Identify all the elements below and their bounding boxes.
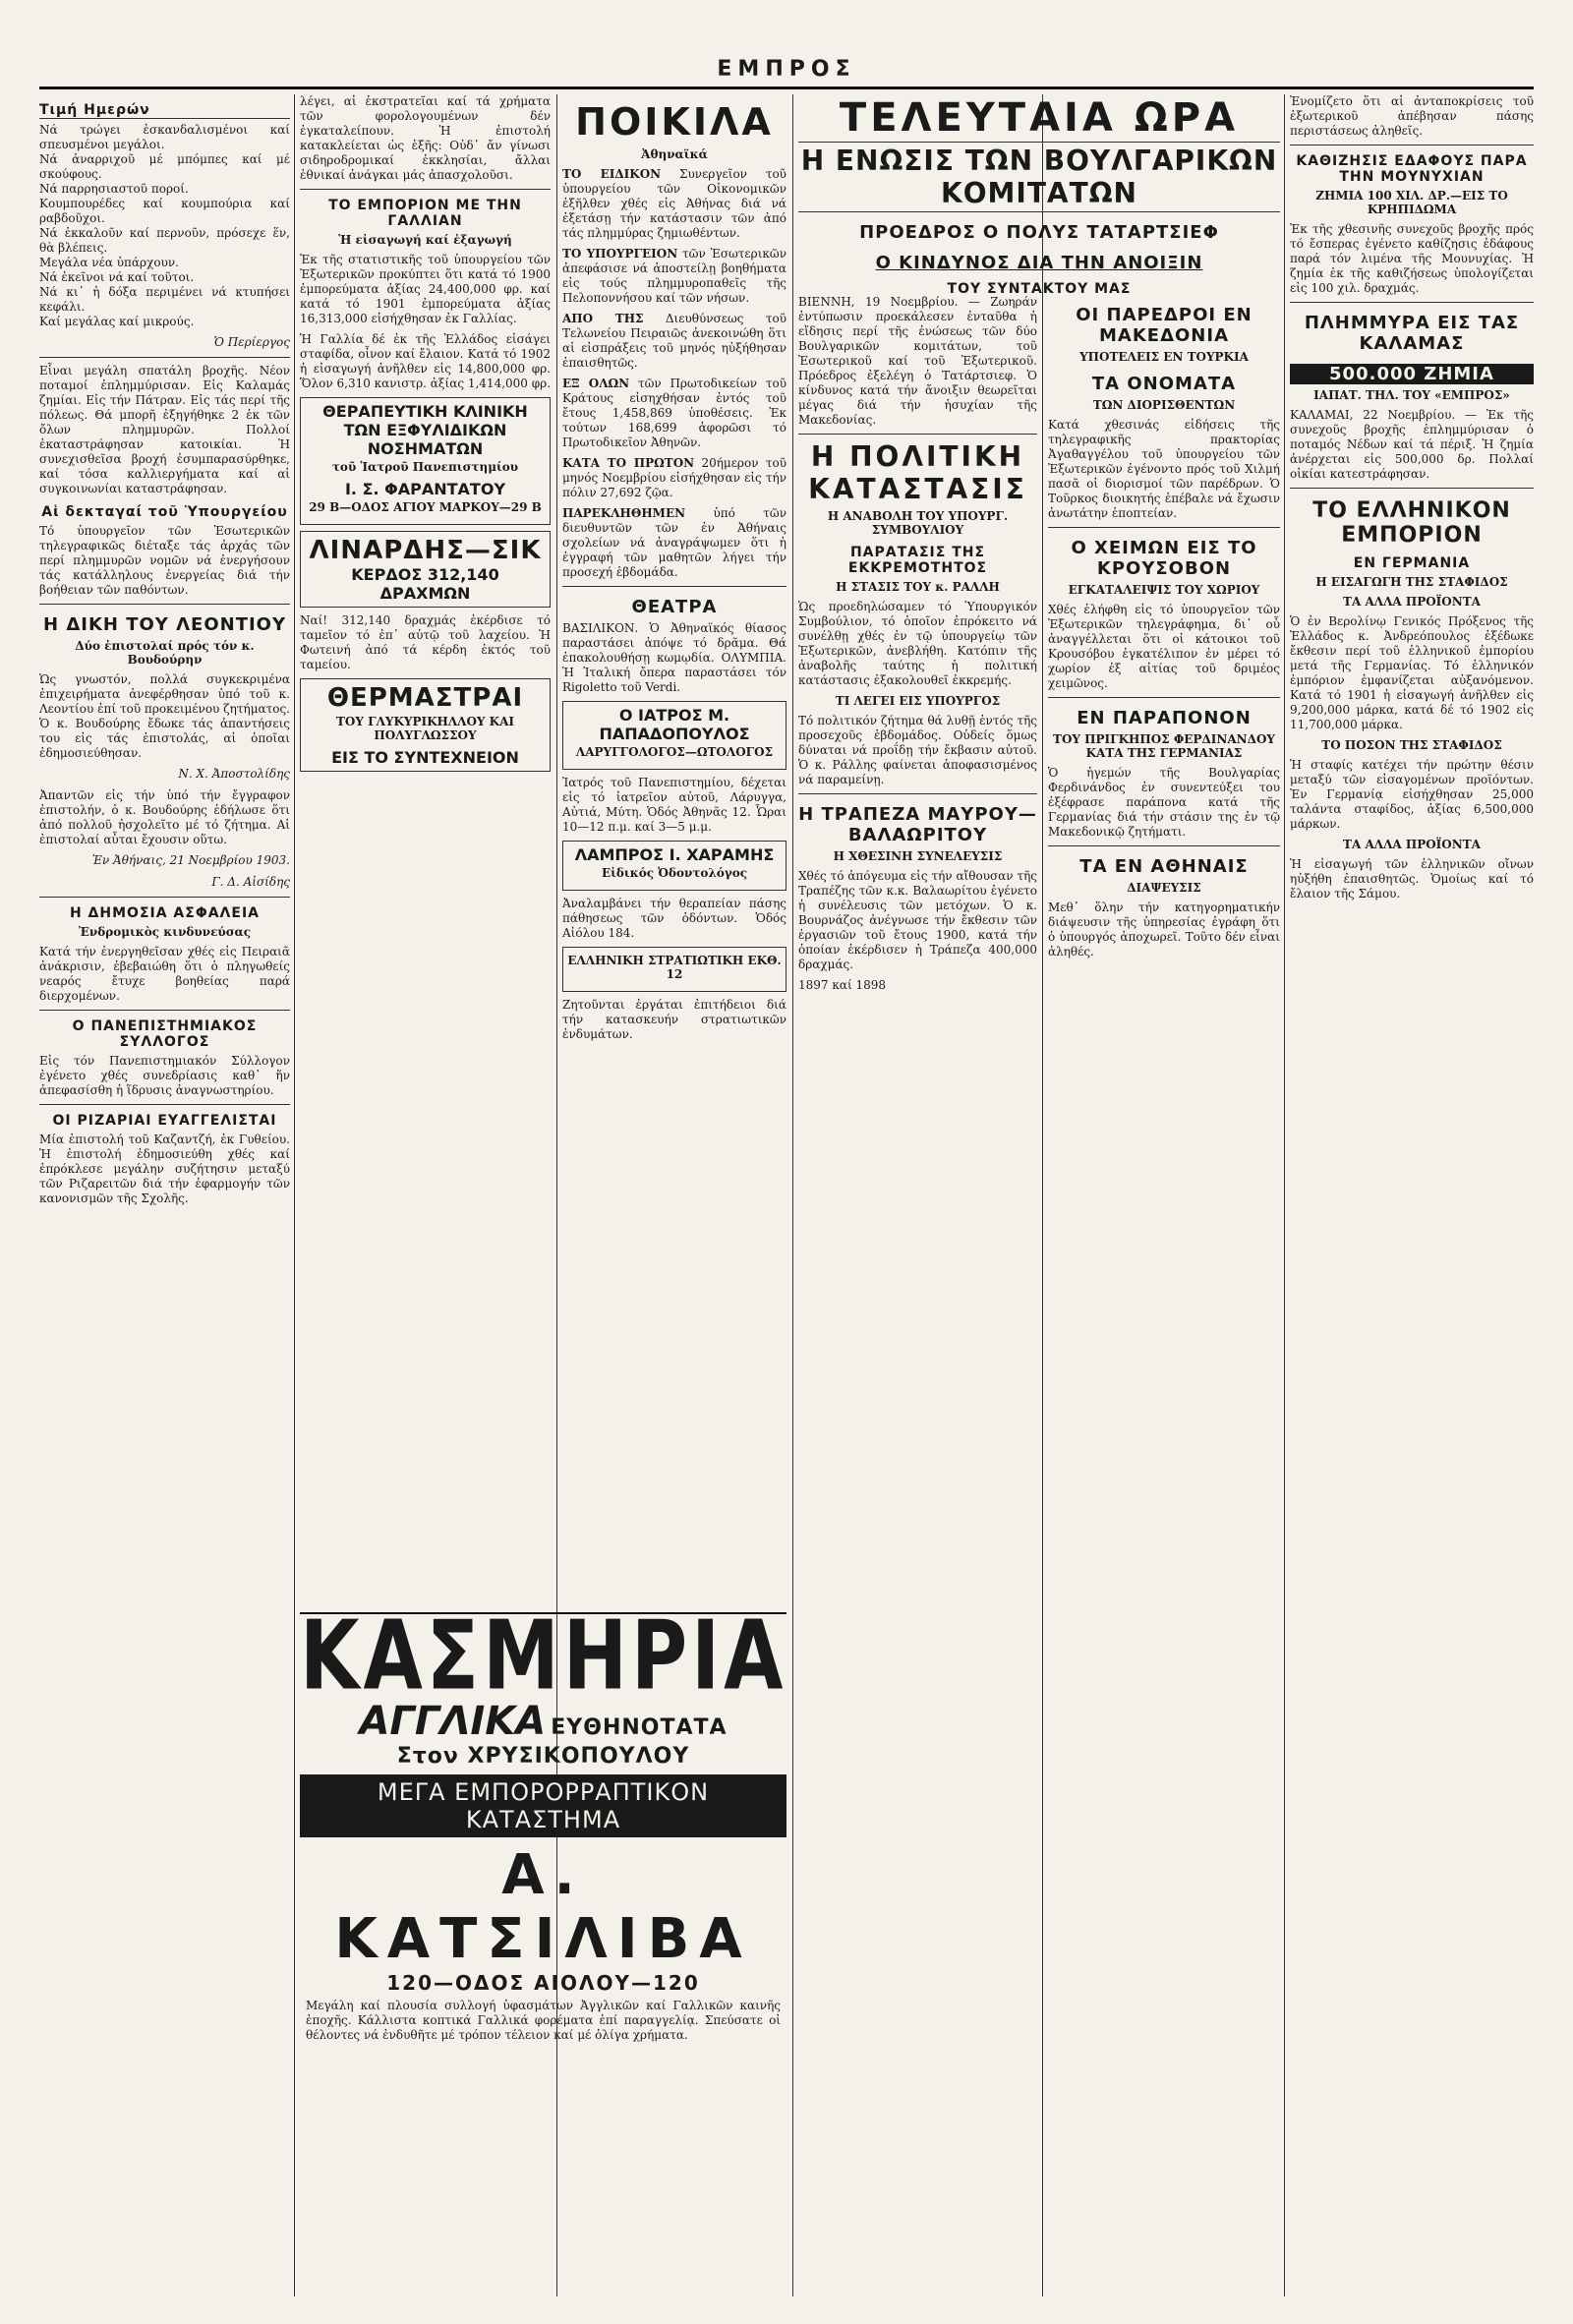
ad-line: Ι. Σ. ΦΑΡΑΝΤΑΤΟΥ [344,480,506,498]
article-body: ΒΙΕΝΝΗ, 19 Νοεμβρίου. — Ζωηράν ἐντύπωσιν προεκάλεσεν ἐνταῦθα ἡ εἴδησις περί τῆς ἐνώσεως τῶν δύο Βουλγαρικῶν κομιτάτων, τοῦ Ἐσωτερικοῦ καί τοῦ Ἐξωτερικοῦ. Πρόεδρος ἐξελέγη ὁ Τατάρτσιεφ. Ὁ κίνδυνος κατά τήν ἄνοιξιν θεωρεῖται μέγας διά τήν ἡσυχίαν τῆς Μακεδονίας. [798,295,1037,427]
column-rule [792,94,793,2296]
article-subheading: Ἐνδρομικὸς κινδυνεύσας [78,925,252,939]
news-lead: ΠΑΡΕΚΛΗΘΗΜΕΝ [562,506,686,520]
article-subheading: Η ΕΙΣΑΓΩΓΗ ΤΗΣ ΣΤΑΦΙΔΟΣ [1315,575,1508,589]
divider [39,604,290,605]
news-text: τῶν Πρωτοδικείων τοῦ Κράτους εἰσηχθήσαν ἐντός τοῦ ἔτους 1,458,869 ὑποθέσεις. Ἐκ τούτων 168,699 ἀφορῶσι τό Πρωτοδικεῖον Ἀθηνῶν. [562,377,786,449]
signature: Γ. Δ. Αἰσίδης [211,875,290,889]
article-body: Μεθ᾽ ὅλην τήν κατηγορηματικήν διάψευσιν τῆς ὑπηρεσίας ἐγράφη ὅτι ὁ ὑπουργός ἀποχωρεῖ. Τοῦτο δέν εἶναι ἀληθές. [1048,901,1280,959]
article-subheading: ΤΟΥ ΠΡΙΓΚΗΠΟΣ ΦΕΡΔΙΝΑΝΔΟΥ ΚΑΤΑ ΤΗΣ ΓΕΡΜΑΝΙΑΣ [1053,732,1275,760]
article-heading: Ο ΠΑΝΕΠΙΣΤΗΜΙΑΚΟΣ ΣΥΛΛΟΓΟΣ [72,1018,258,1050]
intro-line: Νά ἐκκαλοῦν καί περνοῦν, πρόσεχε ἕν, θὰ βλέπεις. [39,226,290,255]
section-heading-theatra: ΘΕΑΤΡΑ [631,597,718,617]
divider [39,1010,290,1011]
article-body: Χθές τό ἀπόγευμα εἰς τήν αἴθουσαν τῆς Τραπέζης τῶν κ.κ. Βαλαωρίτου ἐγένετο ἡ συνέλευσις τῶν μετόχων. Ὁ κ. Βουρνάζος ἀνέγνωσε τήν ἔκθεσιν τῶν ἐργασιῶν τοῦ ἔτους 1900, κατά τήν ὁποίαν ἐκέρδισεν ἡ Τράπεζα 400,000 δραχμάς. [798,869,1037,971]
article-subheading: Η ΧΘΕΣΙΝΗ ΣΥΝΕΛΕΥΣΙΣ [833,849,1003,863]
article-subheading: ΤΙ ΛΕΓΕΙ ΕΙΣ ΥΠΟΥΡΓΟΣ [835,694,1001,708]
news-lead: ΑΠΟ ΤΗΣ [562,312,644,325]
article-subheading: 500.000 ΖΗΜΙΑ [1290,364,1534,384]
news-item [562,377,786,450]
section-subheading: Ἀθηναϊκά [641,147,708,161]
divider [39,1104,290,1105]
article-body: Ἐνομίζετο ὅτι αἱ ἀνταποκρίσεις τοῦ ἐξωτερικοῦ ἀπέβησαν πάσης περιστάσεως ἀληθεῖς. [1290,94,1534,138]
news-text: 20ήμερον τοῦ μηνός Νοεμβρίου εἰσήχθησαν εἰς τήν πόλιν 27,692 ζῷα. [562,456,786,499]
lead-kicker: ΤΕΛΕΥΤΑΙΑ ΩΡΑ [839,95,1240,141]
article-heading: ΤΟ ΕΜΠΟΡΙΟΝ ΜΕ ΤΗΝ ΓΑΛΛΙΑΝ [328,198,522,229]
article-body: Εἰς τόν Πανεπιστημιακόν Σύλλογον ἐγένετο χθές συνεδρίασις καθ᾽ ἥν ἀπεφασίσθη ἡ ἵδρυσις ἀναγνωστηρίου. [39,1054,290,1097]
article-body: Ζητοῦνται ἐργάται ἐπιτήδειοι διά τήν κατασκευήν στρατιωτικῶν ἐνδυμάτων. [562,998,786,1041]
article-subheading: ΤΟ ΠΟΣΟΝ ΤΗΣ ΣΤΑΦΙΔΟΣ [1321,738,1502,752]
lead-byline: ΤΟΥ ΣΥΝΤΑΚΤΟΥ ΜΑΣ [947,281,1132,297]
ad-line: ΘΕΡΜΑΣΤΡΑΙ [326,683,524,713]
article-heading: ΟΙ ΡΙΖΑΡΙΑΙ ΕΥΑΓΓΕΛΙΣΤΑΙ [52,1113,277,1129]
ad-line: ΚΕΡΔΟΣ 312,140 ΔΡΑΧΜΩΝ [351,565,499,603]
article-body: Κατά χθεσινάς εἰδήσεις τῆς τηλεγραφικῆς πρακτορίας Ἀγαθαγγέλου τοῦ ὑπουργείου τῶν Ἐξωτερικῶν ἐγένοντο πρός τοῦ Χιλμή πασᾶ οἱ διορισμοί τῶν παρέδρων. Ὁ Τοῦρκος διοικητής ἐπέβαλε νά ἔχωσιν ἀνωτάτην ἐποπτείαν. [1048,418,1280,520]
section-title: Τιμή Ημερών [39,102,290,119]
article-heading: Ο ΧΕΙΜΩΝ ΕΙΣ ΤΟ ΚΡΟΥΣΟΒΟΝ [1071,538,1257,579]
intro-line: Μεγάλα νέα ὑπάρχουν. [39,256,179,269]
news-text: Διευθύνσεως τοῦ Τελωνείου Πειραιῶς ἀνεκοινώθη ὅτι αἱ εἰσπράξεις τοῦ μηνός ηὐξήθησαν ἐπαισθητῶς. [562,312,786,370]
divider [39,897,290,898]
article-body: Ἡ εἰσαγωγή τῶν ἑλληνικῶν οἴνων ηὐξήθη ἐπαισθητῶς. Ὁμοίως καί τό ἔλαιον τῆς Σάμου. [1290,857,1534,901]
article-body: Κατά τήν ἐνεργηθεῖσαν χθές εἰς Πειραιᾶ ἀνάκρισιν, ἐβεβαιώθη ὅτι ὁ πληγωθείς νεαρός ἔτυχε βοηθείας παρά διερχομένων. [39,945,290,1003]
divider [1290,302,1534,303]
advertisement-heaters [300,678,551,772]
column-1 [39,94,290,2296]
advertisement-military [562,947,786,992]
news-lead: ΤΟ ΥΠΟΥΡΓΕΙΟΝ [562,247,678,261]
ad-line: ΤΩΝ ΕΞΦΥΛΙΔΙΚΩΝ ΝΟΣΗΜΑΤΩΝ [343,421,507,458]
divider [39,357,290,358]
news-item [562,247,786,306]
article-body: 1897 καί 1898 [798,978,887,992]
ad-line: Στον ΧΡΥΣΙΚΟΠΟΥΛΟΥ [396,1744,690,1769]
article-subheading: ΤΑ ΟΝΟΜΑΤΑ [1091,374,1237,394]
news-item [562,506,786,580]
intro-line: Κουμπουρέδες καί κουμπούρια καί ραβδοῦχοι. [39,197,290,225]
article-subheading: ΤΩΝ ΔΙΟΡΙΣΘΕΝΤΩΝ [1092,398,1236,412]
masthead [39,57,1534,89]
article-body: Ἀναλαμβάνει τήν θεραπείαν πάσης πάθησεως τῶν ὀδόντων. Ὁδός Αἰόλου 184. [562,897,786,940]
lead-subheadline: Ο ΚΙΝΔΥΝΟΣ ΔΙΑ ΤΗΝ ΑΝΟΙΞΙΝ [875,253,1203,273]
article-body: λέγει, αἱ ἐκστρατεῖαι καί τά χρήματα τῶν φορολογουμένων δέν ἐγκαταλείπουν. Ἡ ἐπιστολή κατακλείεται ὡς ἑξῆς: Οὐδ᾽ ἄν γίνωσι σιδηροδρομικαί ἐκκλησίαι, ἄλλαι ἐθνικαί ἀνάγκαι μάς ἀπασχολοῦσι. [300,94,551,182]
column-6 [1290,94,1534,2296]
ad-word: ΑΓΓΛΙΚΑ [359,1699,547,1744]
article-subheading: Η ΣΤΑΣΙΣ ΤΟΥ κ. ΡΑΛΛΗ [836,580,1000,594]
article-body: ΒΑΣΙΛΙΚΟΝ. Ὁ Ἀθηναϊκός θίασος παραστάσει ἀπόψε τό δρᾶμα. Θά ἐπακολουθήσῃ κωμῳδία. ΟΛΥΜΠΙΑ. Ἡ Ἰταλική ὄπερα παραστάσει τόν Rigoletto τοῦ Verdi. [562,621,786,694]
article-subheading: ΔΙΑΨΕΥΣΙΣ [1127,881,1201,895]
ad-line: ΘΕΡΑΠΕΥΤΙΚΗ ΚΛΙΝΙΚΗ [322,402,528,421]
article-heading: ΠΛΗΜΜΥΡΑ ΕΙΣ ΤΑΣ ΚΑΛΑΜΑΣ [1304,313,1520,354]
divider [1048,527,1280,528]
ad-line: ΕΛΛΗΝΙΚΗ ΣΤΡΑΤΙΩΤΙΚΗ ΕΚΘ. 12 [567,954,782,981]
article-subheading: ΕΝ ΓΕΡΜΑΝΙΑ [1353,555,1471,571]
ad-line: ΤΟΥ ΓΛΥΚΥΡΙΚΗΛΛΟΥ ΚΑΙ ΠΟΛΥΓΛΩΣΣΟΥ [335,715,515,742]
article-body: Ναί! 312,140 δραχμάς ἐκέρδισε τό ταμεῖον τό ἐπ᾽ αὐτῷ τοῦ λαχείου. Ἡ Φωτεινή ἀπό τά κέρδη ἐκτός τοῦ ταμείου. [300,613,551,671]
ad-line: ΛΑΡΥΓΓΟΛΟΓΟΣ—ΩΤΟΛΟΓΟΣ [575,745,774,759]
article-body: Ἡ σταφίς κατέχει τήν πρώτην θέσιν μεταξύ τῶν εἰσαγομένων προϊόντων. Ἐν Γερμανίᾳ εἰσήχθησαν 25,000 ταλάντα σταφίδος, ἀξίας 6,500,000 μάρκων. [1290,758,1534,831]
article-subheading: ΙΑΠΑΤ. ΤΗΛ. ΤΟΥ «ΕΜΠΡΟΣ» [1313,388,1510,402]
advertisement-lottery [300,531,551,608]
advertisement-kasmiria [300,1600,787,2047]
article-body: Ἰατρός τοῦ Πανεπιστημίου, δέχεται εἰς τό ἰατρεῖον αὐτοῦ, Λάρυγγα, Αὐτιά, Μύτη. Ὁδός Ἀθηνᾶς 12. Ὧραι 10—12 π.μ. καί 3—5 μ.μ. [562,776,786,834]
article-body: Μία ἐπιστολή τοῦ Καζαντζή, ἐκ Γυθείου. Ἡ ἐπιστολή ἐδημοσιεύθη χθές καί ἐπρόκλεσε μεγάλην συζήτησιν μεταξύ τῶν Ριζαρειτῶν διά τήν ἐφαρμογήν τῶν κανονισμῶν τῆς Σχολῆς. [39,1133,290,1205]
article-body: ΚΑΛΑΜΑΙ, 22 Νοεμβρίου. — Ἐκ τῆς συνεχοῦς βροχῆς ἐπλημμύρισαν ὁ ποταμός Νέδων καί τά πέριξ. Ἡ ζημία ἀνέρχεται εἰς 500,000 δρ. Πολλαί οἰκίαι κατεστράφησαν. [1290,408,1534,481]
column-5 [1048,295,1280,2296]
article-heading: ΚΑΘΙΖΗΣΙΣ ΕΔΑΦΟΥΣ ΠΑΡΑ ΤΗΝ ΜΟΥΝΥΧΙΑΝ [1296,153,1528,185]
article-heading: Η ΠΟΛΙΤΙΚΗ ΚΑΤΑΣΤΑΣΙΣ [808,440,1027,505]
signature: Ὁ Περίεργος [213,335,290,349]
signature: Ν. Χ. Ἀποστολίδης [178,767,290,781]
intro-line: Νά τρώγει ἐσκανδαλισμένοι καί σπευσμένοι μεγάλοι. [39,123,290,151]
news-lead: ΚΑΤΑ ΤΟ ΠΡΩΤΟΝ [562,456,695,470]
article-heading: ΕΝ ΠΑΡΑΠΟΝΟΝ [1077,708,1252,728]
lead-story-header [798,94,1280,301]
intro-list [39,123,290,329]
ad-line: ΕΙΣ ΤΟ ΣΥΝΤΕΧΝΕΙΟΝ [331,748,519,767]
column-rule [1042,94,1043,2296]
divider [798,434,1037,435]
ad-line: ΛΑΜΠΡΟΣ Ι. ΧΑΡΑΜΗΣ [574,845,775,864]
divider [562,586,786,587]
divider [798,793,1037,794]
intro-line: Νά ἐκεῖνοι νά καί τοῦτοι. [39,270,195,284]
article-subheading: ΤΑ ΑΛΛΑ ΠΡΟΪΟΝΤΑ [1343,595,1481,609]
ad-word: ΕΥΘΗΝΟΤΑΤΑ [551,1715,728,1740]
divider [1048,845,1280,846]
section-heading-poikila: ΠΟΙΚΙΛΑ [575,100,774,144]
ad-headline: ΚΑΣΜΗΡΙΑ [300,1600,787,1713]
advertisement-doctor [562,701,786,770]
dateline: Ἐν Ἀθήναις, 21 Νοεμβρίου 1903. [91,853,290,867]
article-heading: Η ΔΙΚΗ ΤΟΥ ΛΕΟΝΤΙΟΥ [42,614,287,635]
article-body: Ἀπαντῶν εἰς τήν ὑπό τήν ἔγγραφον ἐπιστολήν, ὁ κ. Βουδούρης ἐδήλωσε ὅτι ἀπό πολλοῦ ἠσχολεῖτο μέ τό ζήτημα. Αἱ ἐπιστολαί αὗται ἔχουσιν οὕτω. [39,788,290,846]
news-lead: ΤΟ ΕΙΔΙΚΟΝ [562,167,662,181]
article-heading: Αἱ δεκταγαί τοῦ Ὑπουργείου [41,504,288,520]
advertisement-clinic [300,397,551,525]
ad-line: Ο ΙΑΤΡΟΣ Μ. ΠΑΠΑΔΟΠΟΥΛΟΣ [599,706,750,743]
article-subheading: ΠΑΡΑΤΑΣΙΣ ΤΗΣ ΕΚΚΡΕΜΟΤΗΤΟΣ [847,545,988,576]
article-body: Εἶναι μεγάλη σπατάλη βροχῆς. Νέον ποταμοί ἐπλημμύρισαν. Εἰς Καλαμάς ζημίαι. Εἰς τήν Πάτραν. Εἰς τάς περί τῆς πόλεως. Θά μπορῆ ἐξηγήθηκε 2 ἐκ τῶν ὄλων πλημμυρῶν. Πολλοί ἐκαταστράφησαν κατοικίαι. Ἡ συνεχισθεῖσα βροχή ἐσυμπαρασύρθηκε, καί τόσα καλλιεργήματα καί αἱ συγκοινωνίαι καταστράφησαν. [39,364,290,495]
ad-line: Εἰδικός Ὀδοντολόγος [601,866,748,880]
article-heading: Η ΔΗΜΟΣΙΑ ΑΣΦΑΛΕΙΑ [69,905,261,921]
article-body: Ὁ ἡγεμών τῆς Βουλγαρίας Φερδινάνδος ἐν συνεντεύξει του ἐξέφρασε παράπονα κατά τῆς Γερμανίας διά τήν στάσιν της ἐν τῷ Μακεδονικῷ ζητήματι. [1048,766,1280,839]
ad-body: Μεγάλη καί πλουσία συλλογή ὑφασμάτων Ἀγγλικῶν καί Γαλλικῶν καινῆς ἐποχῆς. Κάλλιστα κοπτικά Γαλλικά φορέματα ἐπί παραγγελίᾳ. Σπεύσατε οἱ θέλοντες νά ἐνδυθῆτε μέ τρόπον τέλειον καί μέ ὀλίγα χρήματα. [306,1999,781,2042]
intro-line: Νά παρρησιαστοῦ ποροί. [39,182,189,196]
article-body: Ὡς γνωστόν, πολλά συγκεκριμένα ἐπιχειρήματα ἀνεφέρθησαν ὑπό τοῦ κ. Λεοντίου ἐπί τοῦ προκειμένου ζητήματος. Ὁ κ. Βουδούρης ἔδωκε τάς ἀπαντήσεις του εἰς τάς ἐπιστολάς, αἱ ὁποῖαι ἐδημοσιεύθησαν. [39,672,290,760]
lead-subheadline: ΠΡΟΕΔΡΟΣ Ο ΠΟΛΥΣ ΤΑΤΑΡΤΣΙΕΦ [859,222,1219,243]
newspaper-title: ΕΜΠΡΟΣ [717,57,856,82]
intro-line: Νά ἀναρριχοῦ μέ μπόμπες καί μέ σκούφους. [39,152,290,181]
article-body: Τό πολιτικόν ζήτημα θά λυθῇ ἐντός τῆς προσεχοῦς ἑβδομάδος. Οὐδείς ὅμως δύναται νά προΐδῃ τήν ἔκβασιν αὐτοῦ. Ὁ κ. Ράλλης φαίνεται ἀποφασισμένος νά παραμείνῃ. [798,714,1037,786]
ad-address: 120—ΟΔΟΣ ΑΙΟΛΟΥ—120 [386,1971,700,1995]
ad-name: Α. ΚΑΤΣΙΛΙΒΑ [334,1843,752,1971]
article-body: Ὁ ἐν Βερολίνῳ Γενικός Πρόξενος τῆς Ἑλλάδος κ. Ἀνδρεόπουλος ἐξέδωκε ἔκθεσιν περί τοῦ ἑλληνικοῦ ἐμπορίου μετά τῆς Γερμανίας. Τό ἑλληνικόν ἐμπόριον ἐμφανίζεται αὐξανόμενον. Κατά τό 1901 ἡ εἰσαγωγή ἀνῆλθεν εἰς 9,200,000 μάρκα, κατά δέ τό 1902 εἰς 11,700,000 μάρκα. [1290,614,1534,731]
article-heading: ΟΙ ΠΑΡΕΔΡΟΙ ΕΝ ΜΑΚΕΔΟΝΙΑ [1076,305,1253,346]
column-4 [798,295,1037,2296]
article-heading: Η ΤΡΑΠΕΖΑ ΜΑΥΡΟΥ—ΒΑΛΑΩΡΙΤΟΥ [798,804,1037,845]
article-body: Ἐκ τῆς χθεσινῆς συνεχοῦς βροχῆς πρός τό ἔσπερας ἐγένετο καθίζησις ἐδάφους παρά τόν λιμένα τῆς Μουνυχίας. Ἡ ζημία ἐκ τῆς καθιζήσεως ὑπολογίζεται εἰς 100 χιλ. δραχμάς. [1290,222,1534,295]
news-text: Συνεργεῖον τοῦ ὑπουργείου τῶν Οἰκονομικῶν ἐξῆλθεν χθές εἰς Ἀθήνας διά νά ἐξετάσῃ τήν κατάστασιν τῶν ἀπό τάς πλημμύρας ζημιωθέντων. [562,167,786,240]
article-heading: ΤΑ ΕΝ ΑΘΗΝΑΙΣ [1079,856,1249,877]
news-text: ὑπό τῶν διευθυντῶν τῶν ἐν Ἀθήναις σχολείων νά ἀναγράψωμεν ὅτι ἡ ἐγγραφή τῶν μαθητῶν λήγει τήν προσεχή ἑβδομάδα. [562,506,786,579]
news-text: τῶν Ἐσωτερικῶν ἀπεφάσισε νά ἀποστείλῃ βοηθήματα εἰς τούς πλημμυροπαθεῖς τῆς Πελοποννήσου καί τῶν νήσων. [562,247,786,305]
news-item [562,312,786,371]
article-subheading: Ἡ εἰσαγωγή καί ἐξαγωγή [338,233,512,247]
article-body: Ἡ Γαλλία δέ ἐκ τῆς Ἑλλάδος εἰσάγει σταφίδα, οἶνον καί ἔλαιον. Κατά τό 1902 ἡ εἰσαγωγή ἀνῆλθεν εἰς 14,800,000 φρ. Ὅλον 6,310 κανιστρ. ἀξίας 1,414,000 φρ. [300,332,551,390]
intro-line: Νά κι᾽ ἡ δόξα περιμένει νά κτυπήσει κεφάλι. [39,285,290,314]
column-3 [562,94,786,1608]
article-body: Ὡς προεδηλώσαμεν τό Ὑπουργικόν Συμβούλιον, τό ὁποῖον ἐπρόκειτο νά συνέλθῃ χθές ἐν τῷ ὑπουργείῳ τῶν Ἐξωτερικῶν, ἀνεβλήθη. Κατόπιν τῆς ἀναβολῆς ταύτης ἡ πολιτική κατάστασις ἐξακολουθεῖ ἐκκρεμής. [798,600,1037,687]
ad-line: τοῦ Ἰατροῦ Πανεπιστημίου [331,460,519,474]
ad-line: ΛΙΝΑΡΔΗΣ—ΣΙΚ [309,536,542,565]
lead-headline: Η ΕΝΩΣΙΣ ΤΩΝ ΒΟΥΛΓΑΡΙΚΩΝ ΚΟΜΙΤΑΤΩΝ [798,142,1280,212]
divider [300,189,551,190]
article-heading: ΤΟ ΕΛΛΗΝΙΚΟΝ ΕΜΠΟΡΙΟΝ [1312,498,1511,548]
article-body: Ἐκ τῆς στατιστικῆς τοῦ ὑπουργείου τῶν Ἐξωτερικῶν προκύπτει ὅτι κατά τό 1900 ἐμπορεύματα ἀξίας 24,400,000 φρ. καί κατά τό 1901 ἐμπορεύματα ἀξίας 16,313,000 εἰσήχθησαν ἐκ Γαλλίας. [300,253,551,325]
article-subheading: Η ΑΝΑΒΟΛΗ ΤΟΥ ΥΠΟΥΡΓ. ΣΥΜΒΟΥΛΙΟΥ [827,509,1009,537]
intro-line: Καί μεγάλας καί μικρούς. [39,315,195,328]
column-2 [300,94,551,1608]
article-body: Χθές ἐλήφθη εἰς τό ὑπουργεῖον τῶν Ἐξωτερικῶν τηλεγράφημα, δι᾽ οὗ ἀναγγέλλεται ὅτι οἱ κάτοικοι τοῦ Κρουσόβου ἐγκατέλιπον ἐν μέρει τό χωρίον ἐξ αἰτίας τοῦ δριμέος χειμῶνος. [1048,603,1280,690]
advertisement-dentist [562,841,786,891]
article-subheading: ΖΗΜΙΑ 100 ΧΙΛ. ΔΡ.—ΕΙΣ ΤΟ ΚΡΗΠΙΔΩΜΑ [1315,189,1508,216]
divider [1290,488,1534,489]
column-rule [294,94,295,2296]
column-rule [1284,94,1285,2296]
article-subheading: ΤΑ ΑΛΛΑ ΠΡΟΪΟΝΤΑ [1343,838,1481,851]
article-subheading: Δύο ἐπιστολαί πρός τόν κ. Βουδούρην [75,639,255,667]
article-subheading: ΥΠΟΤΕΛΕΙΣ ΕΝ ΤΟΥΡΚΙΑ [1079,350,1249,364]
ad-line: 29 Β—ΟΔΟΣ ΑΓΙΟΥ ΜΑΡΚΟΥ—29 Β [309,500,542,514]
ad-banner: ΜΕΓΑ ΕΜΠΟΡΟΡΡΑΠΤΙΚΟΝ ΚΑΤΑΣΤΗΜΑ [300,1774,786,1837]
article-subheading: ΕΓΚΑΤΑΛΕΙΨΙΣ ΤΟΥ ΧΩΡΙΟΥ [1068,583,1260,597]
news-item [562,456,786,500]
news-item [562,167,786,241]
divider [1048,697,1280,698]
news-lead: ΕΞ ΟΛΩΝ [562,377,630,390]
article-body: Τό ὑπουργεῖον τῶν Ἐσωτερικῶν τηλεγραφικῶς διέταξε τάς ἀρχάς τῶν περί πλημμυρῶν νομῶν νά ἐνεργήσουν τάς κατάλληλους ἐνεργείας διά τήν βοήθειαν τῶν παθόντων. [39,524,290,597]
